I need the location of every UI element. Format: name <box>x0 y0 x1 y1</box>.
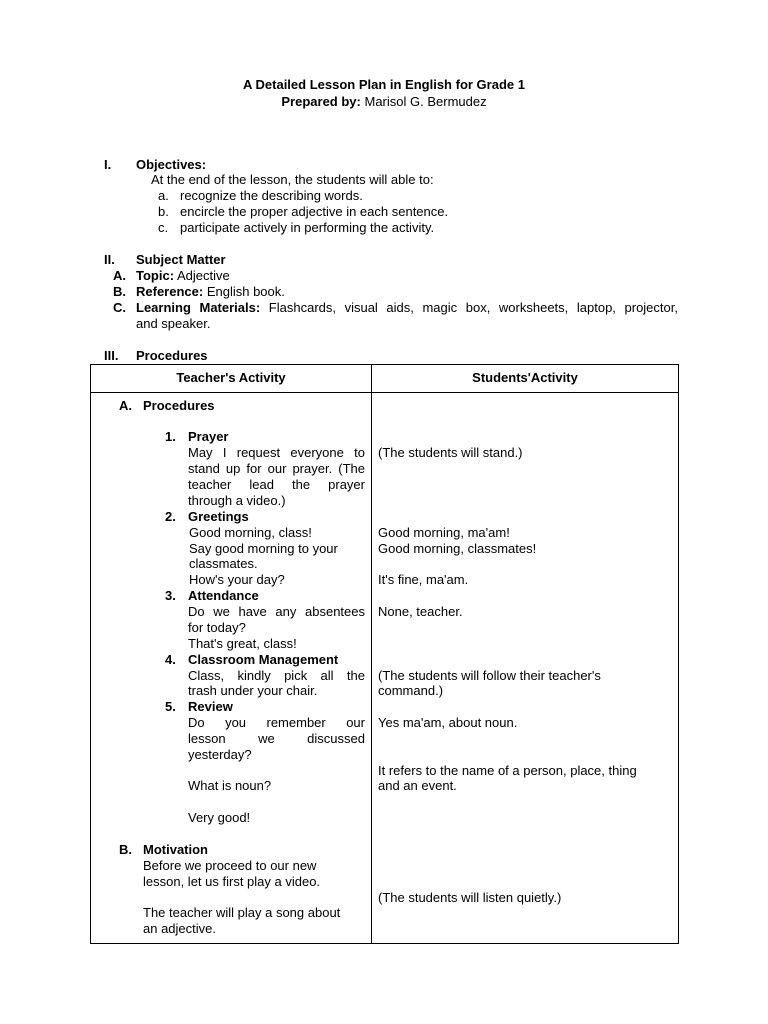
teacher-line: teacher lead the prayer <box>188 477 365 492</box>
reference-letter: B. <box>113 284 126 299</box>
table-header-divider <box>90 392 679 393</box>
materials-value: Flashcards, visual aids, magic box, worksheets, laptop, projector, <box>268 300 678 315</box>
step-number: 1. <box>165 429 176 444</box>
prepared-by-label: Prepared by: <box>281 94 361 109</box>
reference-line <box>136 284 285 300</box>
objective-item: encircle the proper adjective in each sentence. <box>180 204 449 219</box>
materials-value-cont: and speaker. <box>136 316 211 331</box>
reference-value: English book. <box>206 284 285 299</box>
student-line: Good morning, ma'am! <box>378 525 510 540</box>
teacher-line: for today? <box>188 620 246 635</box>
teacher-line: How's your day? <box>189 572 285 587</box>
teacher-line: trash under your chair. <box>188 683 318 698</box>
reference-label: Reference: <box>136 284 204 299</box>
teacher-line: Class, kindly pick all the <box>188 668 365 683</box>
teacher-line: Very good! <box>188 810 251 825</box>
teacher-line: What is noun? <box>188 778 272 793</box>
teacher-line: May I request everyone to <box>188 445 365 460</box>
student-line: (The students will listen quietly.) <box>378 890 562 905</box>
objective-item: recognize the describing words. <box>180 188 363 203</box>
sec-a-letter: A. <box>119 398 132 413</box>
student-line: (The students will stand.) <box>378 445 523 460</box>
table-border-top <box>90 364 679 365</box>
sec-b-letter: B. <box>119 842 132 857</box>
teacher-line: Say good morning to your <box>189 541 338 556</box>
step-title-prayer: Prayer <box>188 429 229 444</box>
student-line: Good morning, classmates! <box>378 541 537 556</box>
objectives-heading: Objectives: <box>136 157 207 172</box>
step-number: 2. <box>165 509 176 524</box>
teacher-line: The teacher will play a song about <box>143 905 341 920</box>
topic-letter: A. <box>113 268 126 283</box>
procedures-heading: Procedures <box>136 348 208 363</box>
student-line: It refers to the name of a person, place, thing <box>378 763 637 778</box>
teacher-line: classmates. <box>189 556 258 571</box>
student-line: and an event. <box>378 778 457 793</box>
section-3-number: III. <box>104 348 119 363</box>
topic-value: Adjective <box>176 268 230 283</box>
table-border-bottom <box>90 943 679 944</box>
table-column-divider <box>371 364 372 944</box>
sec-a-title: Procedures <box>143 398 215 413</box>
student-line: None, teacher. <box>378 604 463 619</box>
materials-letter: C. <box>113 300 126 315</box>
step-number: 5. <box>165 699 176 714</box>
student-line: Yes ma'am, about noun. <box>378 715 518 730</box>
teacher-line: yesterday? <box>188 747 252 762</box>
step-title-greetings: Greetings <box>188 509 249 524</box>
step-title-classroom-management: Classroom Management <box>188 652 339 667</box>
topic-line <box>136 268 230 284</box>
objective-item: participate actively in performing the activity. <box>180 220 435 235</box>
teacher-line: lesson we discussed <box>188 731 365 746</box>
prepared-by-line <box>0 94 768 110</box>
teacher-line: stand up for our prayer. (The <box>188 461 365 476</box>
teacher-line: Good morning, class! <box>189 525 312 540</box>
step-number: 4. <box>165 652 176 667</box>
objective-letter: c. <box>158 220 169 235</box>
step-title-review: Review <box>188 699 233 714</box>
table-border-left <box>90 364 91 944</box>
teacher-line: Before we proceed to our new <box>143 858 317 873</box>
section-1-number: I. <box>104 157 112 172</box>
teacher-line: an adjective. <box>143 921 216 936</box>
teacher-line: Do you remember our <box>188 715 365 730</box>
teacher-line: lesson, let us first play a video. <box>143 874 321 889</box>
students-activity-header: Students'Activity <box>472 370 578 385</box>
step-title-attendance: Attendance <box>188 588 259 603</box>
step-number: 3. <box>165 588 176 603</box>
student-line: command.) <box>378 683 444 698</box>
prepared-by-name: Marisol G. Bermudez <box>364 94 487 109</box>
topic-label: Topic: <box>136 268 175 283</box>
teacher-line: Do we have any absentees <box>188 604 365 619</box>
teacher-activity-header: Teacher's Activity <box>176 370 286 385</box>
sec-b-title: Motivation <box>143 842 208 857</box>
teacher-line: through a video.) <box>188 493 286 508</box>
objectives-intro: At the end of the lesson, the students will able to: <box>151 172 434 187</box>
objective-letter: a. <box>158 188 169 203</box>
materials-label: Learning Materials: <box>136 300 261 315</box>
objective-letter: b. <box>158 204 169 219</box>
section-2-number: II. <box>104 252 115 267</box>
document-title: A Detailed Lesson Plan in English for Grade 1 <box>243 77 525 92</box>
subject-matter-heading: Subject Matter <box>136 252 226 267</box>
student-line: It's fine, ma'am. <box>378 572 469 587</box>
student-line: (The students will follow their teacher's <box>378 668 601 683</box>
materials-line <box>136 300 678 316</box>
teacher-line: That's great, class! <box>188 636 297 651</box>
table-border-right <box>678 364 679 944</box>
